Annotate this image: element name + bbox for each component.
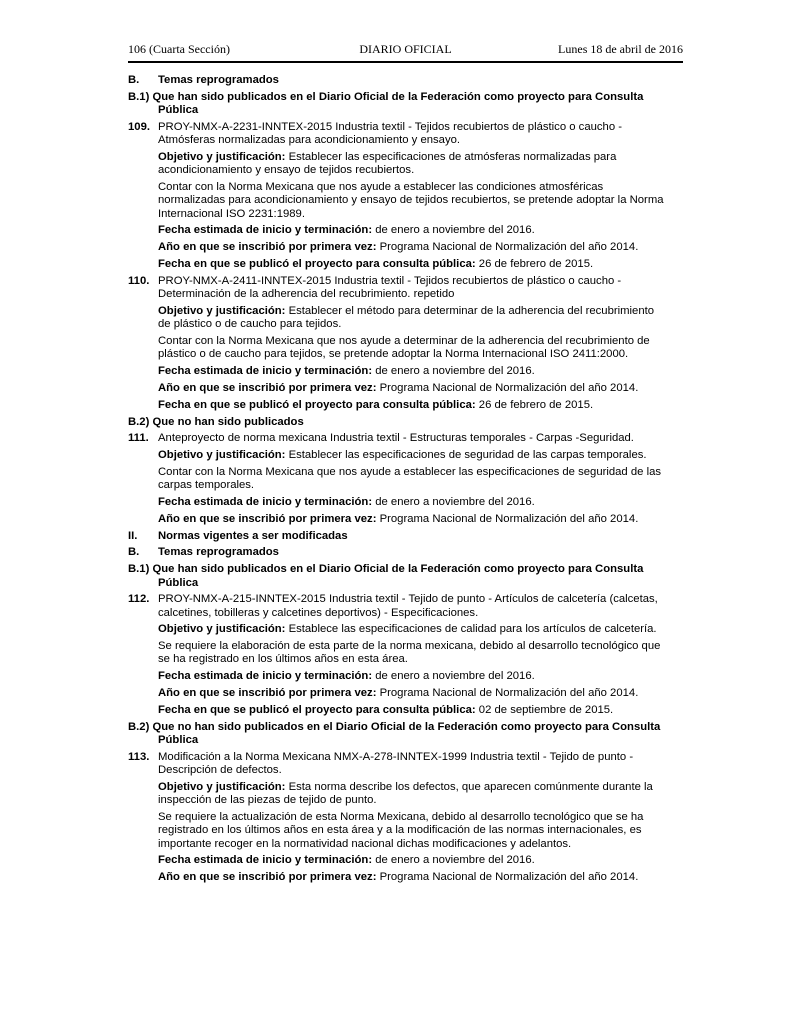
item-objective: Objetivo y justificación: Establecer las especificaciones de atmósferas normalizadas para acondicionamiento y ensayo de tejidos recubiertos. [158, 150, 617, 177]
subsection-heading: B.1) Que han sido publicados en el Diario Oficial de la Federación como proyecto para Consulta Pública [128, 90, 644, 117]
list-item: 110. PROY-NMX-A-2411-INNTEX-2015 Industria textil - Tejidos recubiertos de plástico o caucho - Determinación de la adherencia del recubrimiento. repetido [128, 274, 622, 301]
subsection-heading: B.2) Que no han sido publicados [128, 415, 304, 428]
section-heading: B. Temas reprogramados [128, 74, 279, 86]
section-heading: B. Temas reprogramados [128, 546, 279, 559]
item-number: 113. [128, 750, 150, 763]
page-section: 106 (Cuarta Sección) [128, 42, 230, 56]
page-header [128, 40, 683, 58]
item-objective: Objetivo y justificación: Establecer las especificaciones de seguridad de las carpas temporales. [158, 449, 647, 462]
list-item: 113. Modificación a la Norma Mexicana NMX-A-278-INNTEX-1999 Industria textil - Tejido de punto - Descripción de defectos. [128, 750, 634, 777]
header-rule [128, 61, 683, 63]
list-item: 112. PROY-NMX-A-215-INNTEX-2015 Industria textil - Tejido de punto - Artículos de calcetería (calcetas, calcetines, tobilleras y calcetines deportivos) - Especificaciones. [128, 593, 658, 619]
document-body [128, 74, 683, 884]
item-objective: Objetivo y justificación: Esta norma describe los defectos, que aparecen comúnmente durante la inspección de las piezas de tejido de punto. [158, 780, 653, 807]
item-objective: Objetivo y justificación: Establecer el método para determinar de la adherencia del recubrimiento de plástico o de caucho para tejidos. [158, 304, 655, 331]
item-number: 112. [128, 593, 150, 606]
item-publication: Fecha en que se publicó el proyecto para consulta pública: 26 de febrero de 2015. [158, 258, 594, 271]
item-number: 109. [128, 120, 150, 133]
item-dates: Fecha estimada de inicio y terminación: de enero a noviembre del 2016. [158, 365, 535, 378]
document-page [128, 40, 683, 1000]
item-justification: Se requiere la elaboración de esta parte de la norma mexicana, debido al desarrollo tecnológico que se ha registrado en los últimos años en esta área. [158, 640, 661, 666]
item-justification: Contar con la Norma Mexicana que nos ayude a establecer las especificaciones de seguridad de las carpas temporales. [158, 465, 662, 492]
item-dates: Fecha estimada de inicio y terminación: de enero a noviembre del 2016. [158, 496, 535, 509]
section-heading: II. Normas vigentes a ser modificadas [128, 529, 348, 542]
subsection-heading: B.1) Que han sido publicados en el Diario Oficial de la Federación como proyecto para Consulta Pública [128, 563, 644, 589]
item-year: Año en que se inscribió por primera vez: Programa Nacional de Normalización del año 2014. [158, 381, 639, 394]
item-year: Año en que se inscribió por primera vez: Programa Nacional de Normalización del año 2014. [158, 241, 639, 254]
item-number: 110. [128, 274, 150, 287]
item-publication: Fecha en que se publicó el proyecto para consulta pública: 02 de septiembre de 2015. [158, 703, 614, 716]
item-year: Año en que se inscribió por primera vez: Programa Nacional de Normalización del año 2014. [158, 687, 639, 700]
item-dates: Fecha estimada de inicio y terminación: de enero a noviembre del 2016. [158, 224, 535, 237]
item-justification: Se requiere la actualización de esta Norma Mexicana, debido al desarrollo tecnológico que se ha registrado en los últimos años en esta área y a la modificación de las normas internacionales, es importante recoger en la normatividad nacional dichas modificaciones y adelantos. [158, 810, 644, 850]
publication-name: DIARIO OFICIAL [359, 42, 452, 56]
item-year: Año en que se inscribió por primera vez: Programa Nacional de Normalización del año 2014. [158, 512, 639, 525]
item-dates: Fecha estimada de inicio y terminación: de enero a noviembre del 2016. [158, 854, 535, 867]
item-objective: Objetivo y justificación: Establece las especificaciones de calidad para los artículos de calcetería. [158, 623, 657, 636]
list-item: 109. PROY-NMX-A-2231-INNTEX-2015 Industria textil - Tejidos recubiertos de plástico o caucho - Atmósferas normalizadas para acondicionamiento y ensayo. [128, 120, 623, 147]
subsection-heading: B.2) Que no han sido publicados en el Diario Oficial de la Federación como proyecto para Consulta Pública [128, 720, 661, 746]
item-justification: Contar con la Norma Mexicana que nos ayude a establecer las condiciones atmosféricas normalizadas para acondicionamiento y ensayo de tejidos recubiertos, se pretende adoptar la Norma Internacional ISO 2231:1989. [158, 181, 664, 220]
publication-date: Lunes 18 de abril de 2016 [558, 42, 683, 56]
item-publication: Fecha en que se publicó el proyecto para consulta pública: 26 de febrero de 2015. [158, 398, 594, 411]
list-item: 111. Anteproyecto de norma mexicana Industria textil - Estructuras temporales - Carpas -Seguridad. [128, 432, 634, 445]
item-number: 111. [128, 432, 149, 445]
item-justification: Contar con la Norma Mexicana que nos ayude a determinar de la adherencia del recubrimiento de plástico o de caucho para tejidos, se pretende adoptar la Norma Internacional ISO 2411:2000. [158, 335, 650, 361]
item-dates: Fecha estimada de inicio y terminación: de enero a noviembre del 2016. [158, 670, 535, 683]
item-year: Año en que se inscribió por primera vez: Programa Nacional de Normalización del año 2014. [158, 871, 639, 884]
